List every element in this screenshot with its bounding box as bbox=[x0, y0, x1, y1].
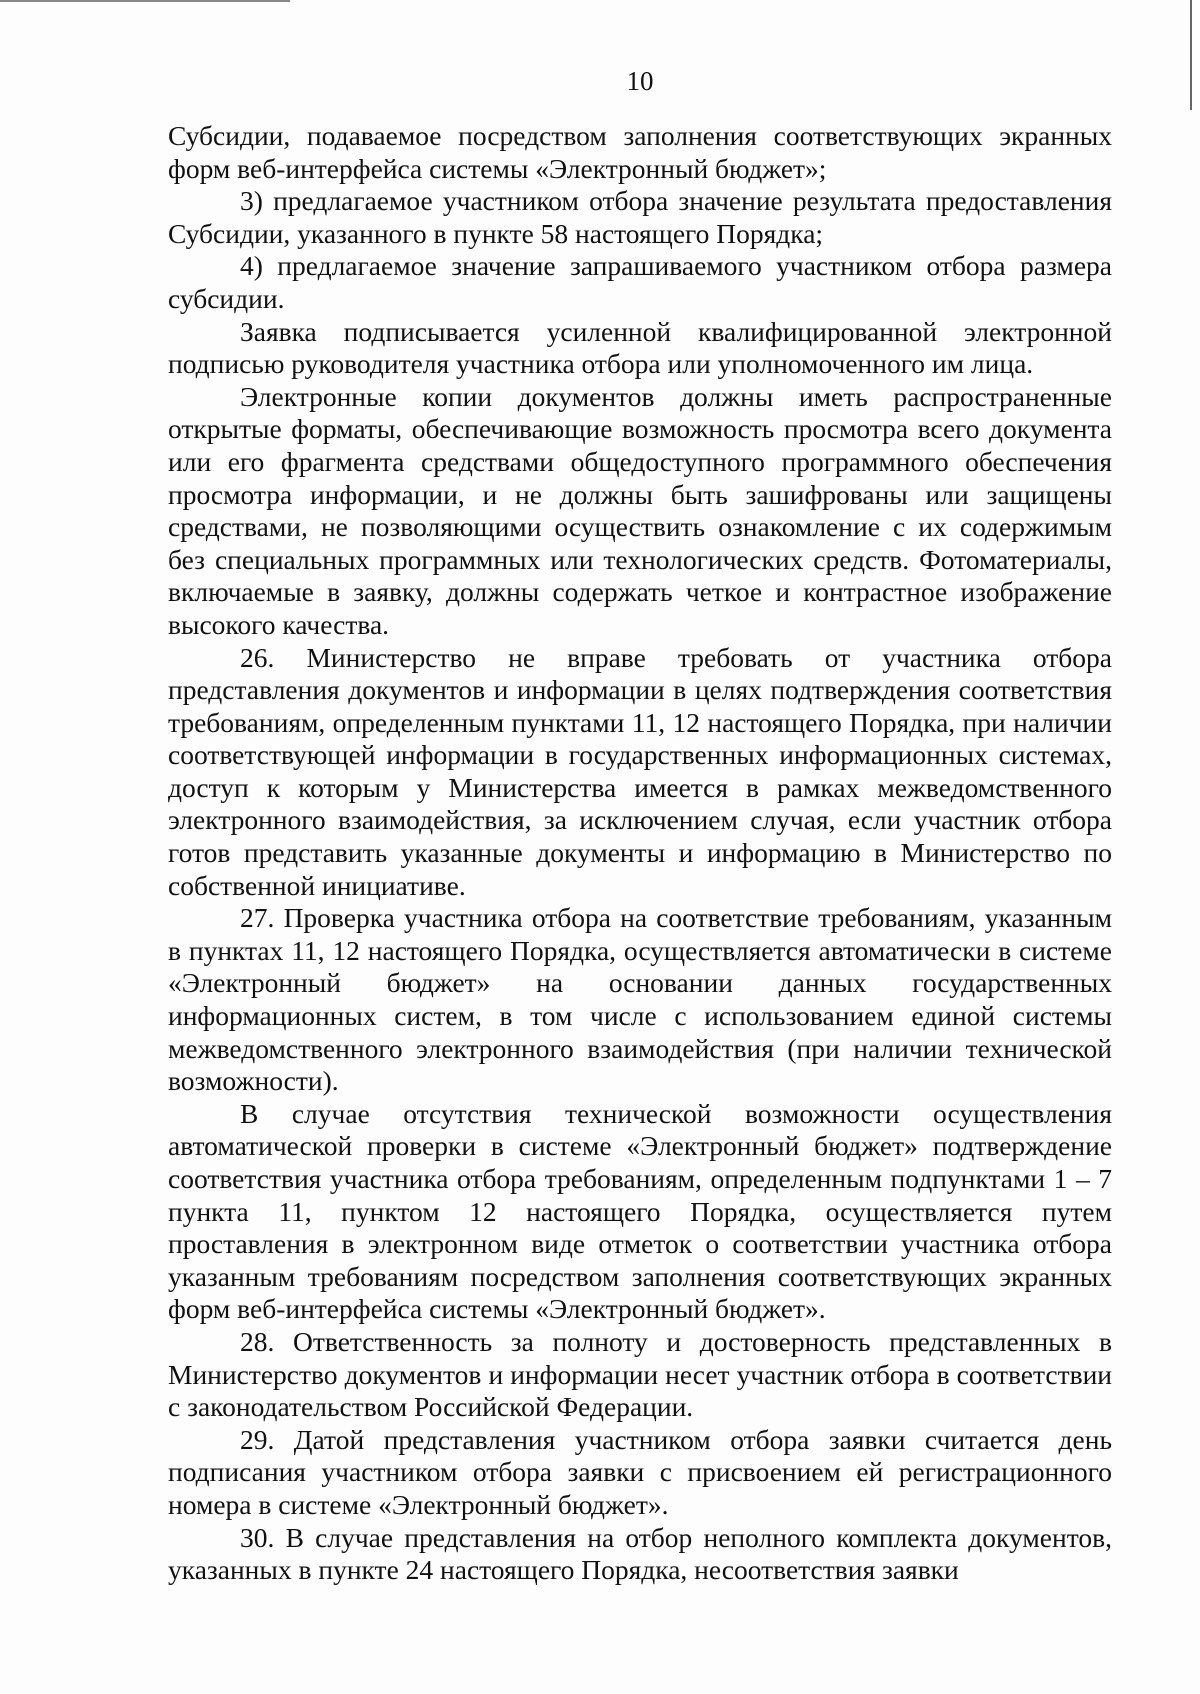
scan-edge-top bbox=[0, 0, 290, 2]
paragraph-3: 4) предлагаемое значение запрашиваемого участником отбора размера субсидии. bbox=[168, 250, 1112, 314]
document-body bbox=[168, 120, 1112, 1587]
paragraph-5: Электронные копии документов должны иметь распространенные открытые форматы, обеспечивающие возможность просмотра всего документа или его фрагмента средствами общедоступного программного обеспечения просмотра информации, и не должны быть зашифрованы или защищены средствами, не позволяющими осуществить ознакомление с их содержимым без специальных программных или технологических средств. Фотоматериалы, включаемые в заявку, должны содержать четкое и контрастное изображение высокого качества. bbox=[168, 380, 1112, 640]
page-number: 10 bbox=[626, 66, 654, 96]
paragraph-8: В случае отсутствия технической возможности осуществления автоматической проверки в системе «Электронный бюджет» подтверждение соответствия участника отбора требованиям, определенным подпунктами 1 – 7 пункта 11, пунктом 12 настоящего Порядка, осуществляется путем проставления в электронном виде отметок о соответствии участника отбора указанным требованиям посредством заполнения соответствующих экранных форм веб-интерфейса системы «Электронный бюджет». bbox=[168, 1097, 1112, 1325]
paragraph-2: 3) предлагаемое участником отбора значение результата предоставления Субсидии, указанного в пункте 58 настоящего Порядка; bbox=[168, 185, 1112, 249]
paragraph-1: Субсидии, подаваемое посредством заполнения соответствующих экранных форм веб-интерфейса системы «Электронный бюджет»; bbox=[168, 120, 1112, 184]
paragraph-4: Заявка подписывается усиленной квалифицированной электронной подписью руководителя участника отбора или уполномоченного им лица. bbox=[168, 315, 1112, 380]
paragraph-11: 30. В случае представления на отбор неполного комплекта документов, указанных в пункте 24 настоящего Порядка, несоответствия заявки bbox=[168, 1521, 1112, 1586]
paragraph-9: 28. Ответственность за полноту и достоверность представленных в Министерство документов и информации несет участник отбора в соответствии с законодательством Российской Федерации. bbox=[168, 1325, 1112, 1423]
paragraph-10: 29. Датой представления участником отбора заявки считается день подписания участником отбора заявки с присвоением ей регистрационного номера в системе «Электронный бюджет». bbox=[168, 1423, 1112, 1520]
paragraph-7: 27. Проверка участника отбора на соответствие требованиям, указанным в пунктах 11, 12 настоящего Порядка, осуществляется автоматически в системе «Электронный бюджет» на основании данных государственных информационных систем, в том числе с использованием единой системы межведомственного электронного взаимодействия (при наличии технической возможности). bbox=[168, 902, 1112, 1097]
paragraph-6: 26. Министерство не вправе требовать от участника отбора представления документов и информации в целях подтверждения соответствия требованиям, определенным пунктами 11, 12 настоящего Порядка, при наличии соответствующей информации в государственных информационных системах, доступ к которым у Министерства имеется в рамках межведомственного электронного взаимодействия, за исключением случая, если участник отбора готов представить указанные документы и информацию в Министерство по собственной инициативе. bbox=[168, 641, 1112, 901]
